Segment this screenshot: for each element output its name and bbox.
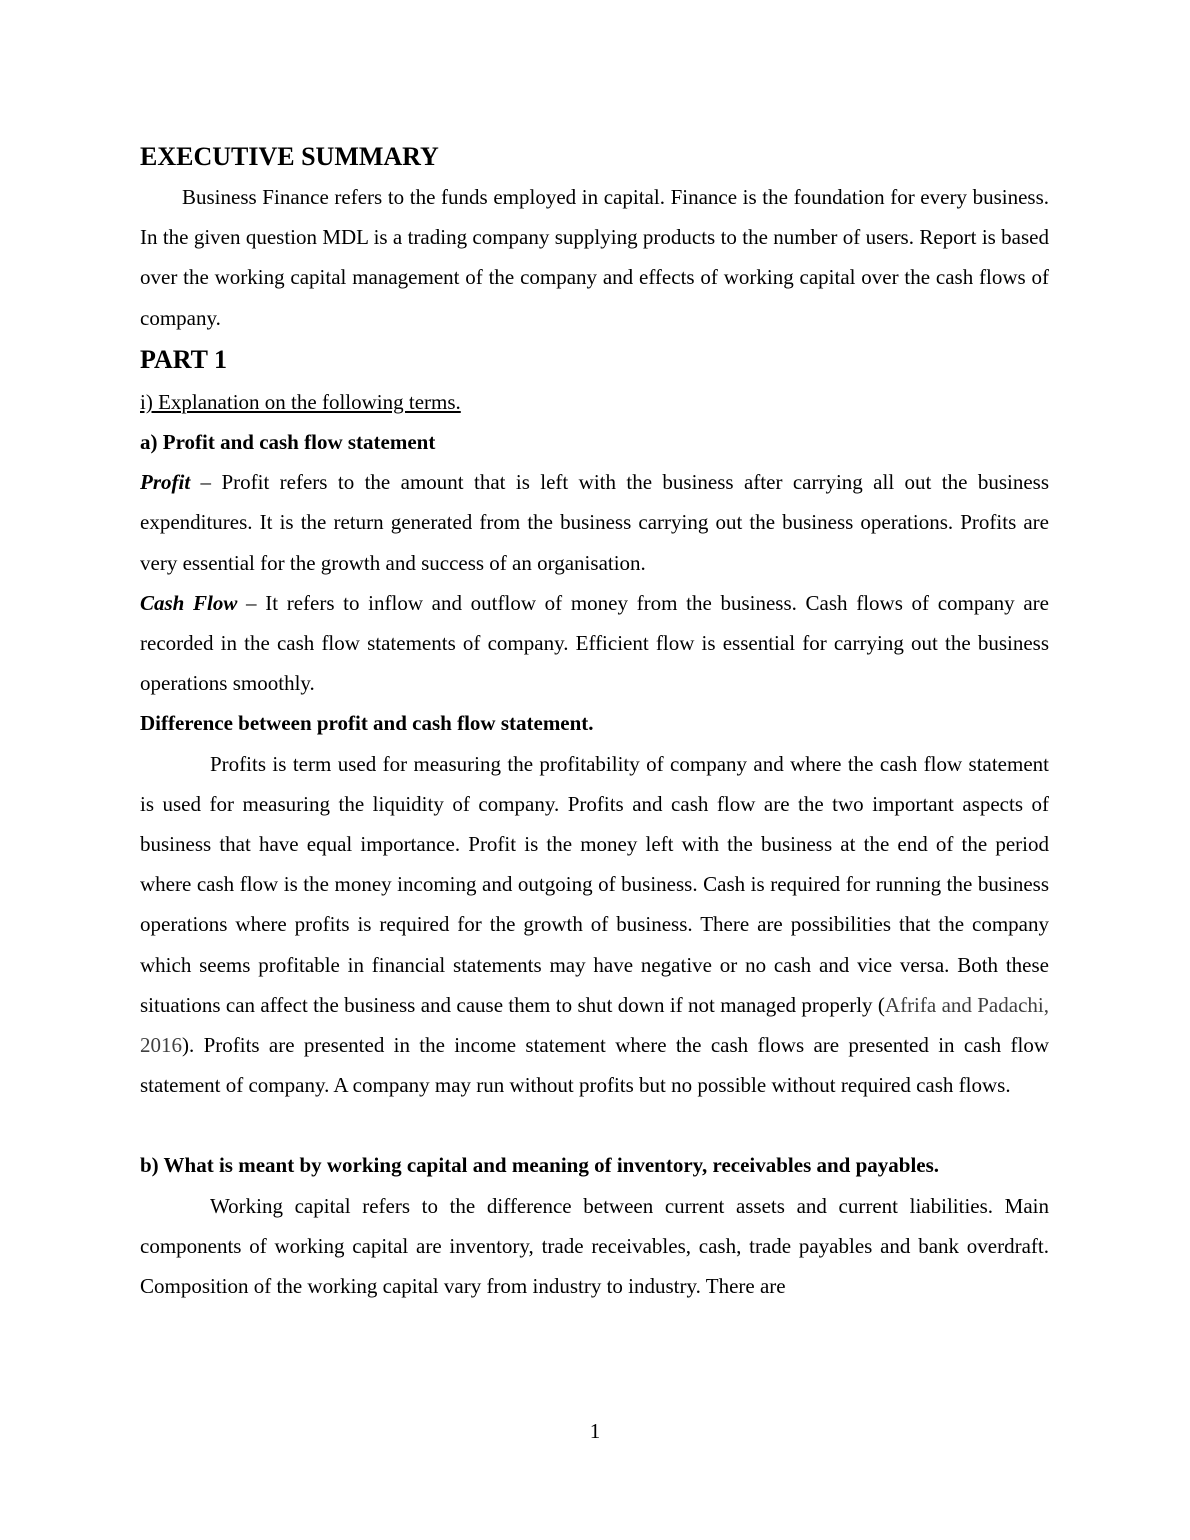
citation: Afrifa and Padachi, 2016 [140,992,1049,1058]
difference-heading: Difference between profit and cash flow statement. [140,711,594,736]
working-capital-heading: b) What is meant by working capital and meaning of inventory, receivables and payables. [140,1153,940,1178]
difference-text-before: Profits is term used for measuring the profitability of company and where the cash flow statement is used for measuring the liquidity of company. Profits and cash flow are the two important aspects of business that have equal importance. Profit is the money left with the business at the end of the period where cash flow is the money incoming and outgoing of business. Cash is required for running the business operations where profits is required for the growth of business. There are possibilities that the company which seems profitable in financial statements may have negative or no cash and vice versa. Both these situations can affect the business and cause them to shut down if not managed properly ( [140,751,1049,1017]
profit-cashflow-heading: a) Profit and cash flow statement [140,430,436,455]
page-number: 1 [589,1419,601,1443]
blank-line [140,1105,1049,1145]
profit-definition: – Profit refers to the amount that is left with the business after carrying all out the business expenditures. It is the return generated from the business carrying out the business operations. Profits are very essential for the growth and success of an organisation. [140,470,1049,575]
difference-text-after: ). Profits are presented in the income statement where the cash flows are presented in cash flow statement of company. A company may run without profits but no possible without required cash flows. [140,1033,1049,1098]
difference-paragraph [140,744,1049,1106]
cashflow-definition: – It refers to inflow and outflow of money from the business. Cash flows of company are recorded in the cash flow statements of company. Efficient flow is essential for carrying out the business operations smoothly. [140,590,1049,696]
working-capital-paragraph: Working capital refers to the difference between current assets and current liabilities. Main components of working capital are inventory, trade receivables, cash, trade payables and bank overdraft. Composition of the working capital vary from industry to industry. There are [140,1193,1049,1299]
executive-summary-heading: EXECUTIVE SUMMARY [140,142,439,171]
explanation-subheading-text: i) Explanation on the following terms. [140,389,461,414]
executive-summary-paragraph: Business Finance refers to the funds employed in capital. Finance is the foundation for every business. In the given question MDL is a trading company supplying products to the number of users. Report is based over the working capital management of the company and effects of working capital over the cash flows of company. [140,185,1049,330]
explanation-subheading [140,382,1049,422]
part-1-heading: PART 1 [140,344,227,374]
cashflow-term: Cash Flow [140,590,238,615]
profit-paragraph [140,462,1049,583]
profit-term: Profit [140,470,191,495]
page-content [140,139,1049,1306]
cashflow-paragraph [140,583,1049,704]
